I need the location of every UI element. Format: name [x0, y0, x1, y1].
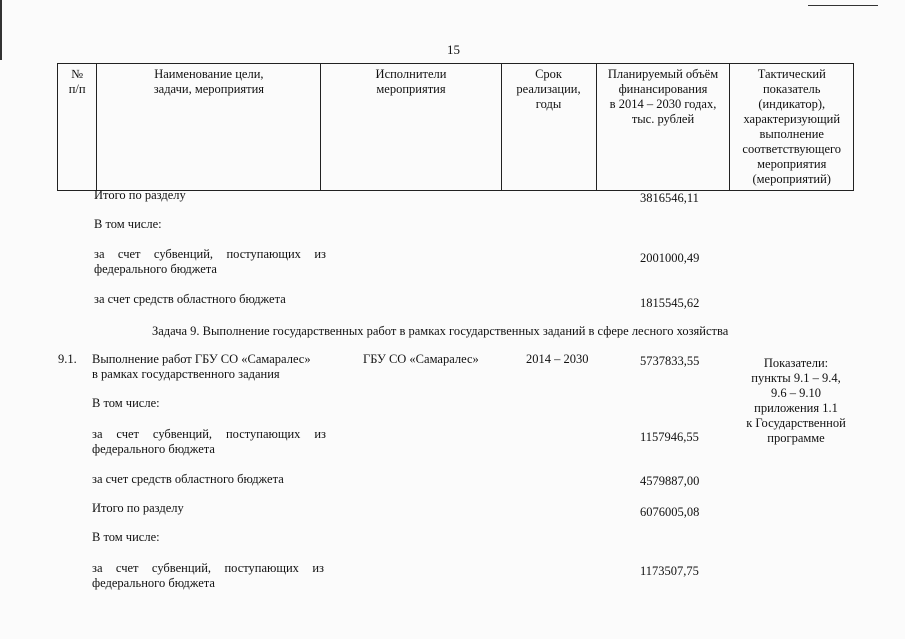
item91-name-b: в рамках государственного задания — [92, 367, 280, 381]
item91-number: 9.1. — [58, 352, 77, 366]
section8-including: В том числе: — [94, 217, 162, 231]
section8-federal-value: 2001000,49 — [640, 251, 700, 265]
item91-name-a: Выполнение работ ГБУ СО «Самаралес» — [92, 352, 311, 366]
item91-value: 5737833,55 — [640, 354, 700, 368]
header-col-period: Срок реализации, годы — [501, 64, 596, 191]
item91-including: В том числе: — [92, 396, 160, 410]
header-col-indicator: Тактический показатель (индикатор), характеризующий выполнение соответствующего мероприятия (мероприятий) — [730, 64, 854, 191]
table-header — [57, 63, 854, 191]
section9-total-value: 6076005,08 — [640, 505, 700, 519]
section9-total-label: Итого по разделу — [92, 501, 184, 515]
item91-period: 2014 – 2030 — [526, 352, 589, 366]
item91-regional-value: 4579887,00 — [640, 474, 700, 488]
section8-total-value: 3816546,11 — [640, 191, 699, 205]
header-col-name: Наименование цели, задачи, мероприятия — [97, 64, 321, 191]
section8-federal-label-a: за счет субвенций, поступающих из — [94, 247, 326, 261]
section8-total-label: Итого по разделу — [94, 188, 186, 202]
scan-edge-left — [0, 0, 2, 60]
section9-federal-label-a: за счет субвенций, поступающих из — [92, 561, 324, 575]
page-number: 15 — [447, 42, 460, 57]
section8-federal-label-b: федерального бюджета — [94, 262, 217, 276]
scan-edge-top — [808, 5, 878, 6]
item91-federal-value: 1157946,55 — [640, 430, 699, 444]
section8-regional-label: за счет средств областного бюджета — [94, 292, 286, 306]
item91-federal-label-a: за счет субвенций, поступающих из — [92, 427, 326, 441]
section9-federal-value: 1173507,75 — [640, 564, 699, 578]
item91-regional-label: за счет средств областного бюджета — [92, 472, 284, 486]
header-col-number: № п/п — [58, 64, 97, 191]
section8-regional-value: 1815545,62 — [640, 296, 700, 310]
header-col-executor: Исполнители мероприятия — [321, 64, 501, 191]
item91-executor: ГБУ СО «Самаралес» — [363, 352, 479, 366]
task9-title: Задача 9. Выполнение государственных работ в рамках государственных заданий в сфере лесного хозяйства — [152, 324, 729, 338]
item91-federal-label-b: федерального бюджета — [92, 442, 215, 456]
item91-indicator: Показатели: пункты 9.1 – 9.4, 9.6 – 9.10 приложения 1.1 к Государственной программе — [746, 356, 846, 445]
section9-including: В том числе: — [92, 530, 160, 544]
header-col-funding: Планируемый объём финансирования в 2014 – 2030 годах, тыс. рублей — [596, 64, 730, 191]
section9-federal-label-b: федерального бюджета — [92, 576, 215, 590]
